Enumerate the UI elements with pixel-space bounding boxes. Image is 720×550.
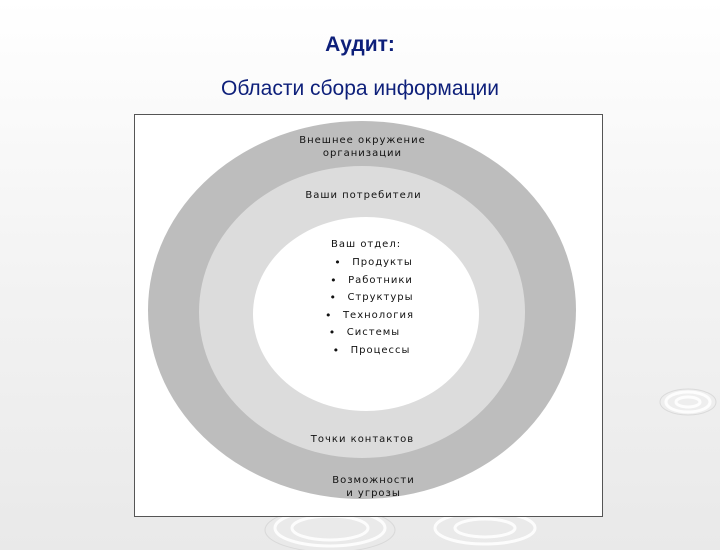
diagram-frame [134,114,603,517]
page-subtitle: Области сбора информации [220,77,499,100]
outer-ring-label-line1: Внешнее окружение [299,135,426,146]
inner-circle-title: Ваш отдел: [331,239,402,250]
outer-ring-bottom-label [140,474,603,500]
list-item: • Структуры [138,292,603,310]
outer-ring-label [134,134,596,160]
outer-ring-bottom-line1: Возможности [332,475,415,486]
middle-ring-label: Ваши потребители [305,190,422,201]
middle-ring-bottom-label: Точки контактов [310,434,415,445]
outer-ring-label-line2: организации [322,148,403,159]
list-item: • Продукты [140,257,603,275]
list-item: • Технология [136,310,603,328]
outer-ring-bottom-line2: и угрозы [346,488,401,499]
list-item: • Работники [138,275,603,293]
list-item: • Системы [134,327,598,345]
department-list [135,257,602,362]
page-title: Аудит: [325,33,395,56]
list-item: • Процессы [138,345,603,363]
